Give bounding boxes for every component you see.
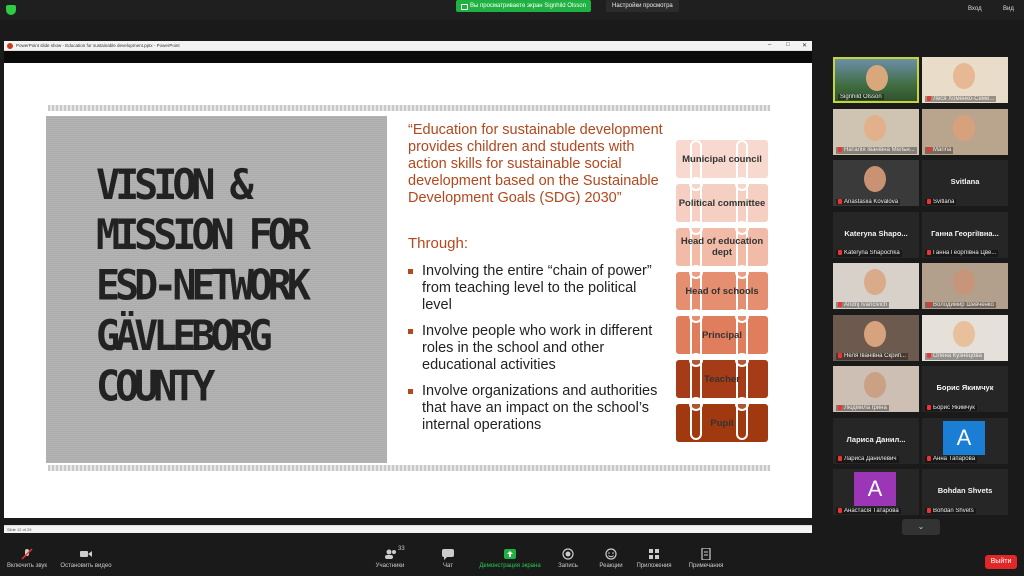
muted-mic-icon — [927, 147, 931, 152]
ladder-rung-label: Pupil — [710, 417, 734, 429]
view-options-button[interactable]: Настройки просмотра — [606, 0, 679, 12]
share-screen-label: Демонстрация экрана — [479, 563, 541, 569]
ladder-knob — [735, 353, 749, 367]
apps-icon — [648, 548, 660, 560]
participant-display-name: Лариса Данил... — [846, 434, 906, 444]
participant-tile[interactable] — [833, 366, 919, 412]
participant-face — [864, 115, 886, 141]
participant-tile[interactable] — [922, 263, 1008, 309]
participant-name-text: Anastasiia Kovalova — [844, 199, 899, 205]
avatar: A — [854, 472, 896, 506]
participant-face — [953, 115, 975, 141]
participant-name — [836, 405, 889, 411]
muted-mic-icon — [838, 405, 842, 410]
participant-name — [836, 508, 901, 514]
participant-name-text: Людмила Ірина — [844, 405, 887, 411]
title-line: VISION & — [96, 161, 249, 210]
participant-name-text: Борис Якимчук — [933, 405, 975, 411]
record-label: Запись — [558, 563, 578, 569]
unmute-button[interactable] — [4, 541, 50, 569]
ladder-knob — [735, 177, 749, 191]
title-panel — [46, 116, 387, 463]
ladder-rung-label: Head of education dept — [680, 236, 764, 258]
muted-mic-icon — [838, 250, 842, 255]
stop-video-button[interactable] — [58, 541, 114, 569]
powerpoint-title-bar — [4, 41, 812, 51]
participant-face — [864, 372, 886, 398]
participant-tile[interactable] — [922, 469, 1008, 515]
participant-name-text: Kateryna Shapochka — [844, 250, 900, 257]
participant-display-name: Ганна Георгіївна... — [931, 228, 999, 238]
participant-tile[interactable] — [833, 160, 919, 206]
muted-mic-icon — [838, 508, 842, 513]
participant-name-text: Анна Тапарова — [933, 456, 976, 463]
participant-name — [836, 147, 917, 153]
share-screen-icon — [504, 548, 516, 560]
participant-name-text: Анастасія Татарова — [844, 508, 899, 514]
participant-name — [836, 199, 900, 205]
muted-mic-icon — [927, 508, 931, 513]
participant-name — [925, 147, 953, 153]
notes-icon — [700, 548, 712, 560]
ladder-rung-label: Teacher — [704, 373, 740, 385]
through-heading: Through: — [408, 235, 469, 252]
ladder-knob — [689, 221, 703, 235]
powerpoint-status-bar — [4, 525, 812, 533]
participant-name — [925, 250, 998, 256]
notes-label: Примечания — [688, 563, 724, 569]
screen-share-banner: Вы просматриваете экран Signhild Olsson — [456, 0, 591, 12]
participant-face — [953, 63, 975, 89]
participant-name — [925, 405, 977, 411]
ladder-knob — [689, 309, 703, 323]
gallery-more-button[interactable]: ⌄ — [902, 519, 940, 535]
participant-name-text: Svitlana — [933, 199, 955, 205]
reactions-button[interactable] — [596, 541, 626, 569]
bullet-item: Involving the entire “chain of power” from teaching level to the political level — [408, 263, 670, 314]
slide-title — [96, 160, 356, 412]
participant-tile[interactable] — [922, 366, 1008, 412]
bottom-hatch-divider — [48, 465, 770, 471]
chain-of-power-ladder — [676, 140, 768, 440]
participant-display-name: Kateryna Shapo... — [844, 228, 908, 238]
participant-name-text: Marina — [933, 147, 952, 154]
participant-name-text: Signhild Olsson — [840, 94, 882, 100]
esd-quote: “Education for sustainable development provides children and students with action skills for sustainable social development based on the Sustainable Development Goals (SDG) 2030” — [408, 122, 663, 206]
slide[interactable] — [4, 63, 812, 518]
participant-face — [866, 65, 888, 91]
muted-mic-icon — [21, 548, 33, 560]
minimize-icon[interactable]: – — [768, 42, 772, 48]
stop-video-label: Остановить видео — [60, 563, 112, 569]
muted-mic-icon — [927, 250, 931, 255]
ladder-knob — [689, 397, 703, 411]
participants-button[interactable] — [370, 541, 410, 569]
chat-label: Чат — [443, 563, 453, 569]
participant-display-name: Борис Якимчук — [936, 383, 994, 392]
participant-face — [864, 321, 886, 347]
title-line: ESD-NETWORK — [96, 261, 306, 311]
participant-face — [864, 166, 886, 192]
participant-name-text: Леся Хоменко-Семе... — [933, 96, 995, 102]
participant-name-text: Володимир Шевченко — [933, 302, 994, 308]
muted-mic-icon — [927, 405, 931, 410]
notes-button[interactable] — [684, 541, 728, 569]
close-icon[interactable]: ✕ — [802, 43, 808, 49]
unmute-label: Включить звук — [6, 563, 47, 569]
participant-name — [925, 353, 984, 359]
participant-display-name: Bohdan Shvets — [937, 486, 993, 495]
muted-mic-icon — [838, 199, 842, 204]
apps-button[interactable] — [634, 541, 674, 569]
shield-icon[interactable] — [6, 5, 16, 15]
participant-tile[interactable] — [833, 315, 919, 361]
chat-button[interactable] — [436, 541, 460, 569]
ladder-knob — [735, 397, 749, 411]
video-camera-icon — [80, 548, 92, 560]
top-hatch-divider — [48, 105, 770, 111]
apps-label: Приложения — [636, 563, 672, 569]
participant-tile[interactable] — [833, 57, 919, 103]
participant-name — [836, 353, 908, 359]
participant-name — [925, 302, 996, 308]
participant-name-text: Неля Іванівна Скрип... — [844, 353, 907, 360]
ladder-rung-label: Political committee — [678, 197, 766, 209]
participant-name-text: Олена Кузнецова — [933, 353, 982, 360]
view-button[interactable]: Вид — [1003, 6, 1014, 12]
maximize-icon[interactable]: □ — [786, 42, 790, 48]
ladder-knob — [689, 177, 703, 191]
participant-name-text: Andrij Ivancivich — [844, 302, 888, 308]
bullet-list — [408, 263, 670, 443]
participant-name-text: Bohdan Shvets — [933, 508, 974, 514]
zoom-toolbar — [0, 541, 1024, 576]
bullet-item: Involve people who work in different roles in the school and other educational activities — [408, 323, 670, 374]
participants-icon — [384, 546, 405, 560]
participants-count: 33 — [398, 546, 405, 552]
participant-name — [838, 94, 884, 100]
zoom-top-bar — [0, 0, 1024, 20]
ladder-knob — [689, 265, 703, 279]
muted-mic-icon — [838, 456, 842, 461]
muted-mic-icon — [927, 302, 931, 307]
participant-name — [925, 508, 976, 514]
participant-tile[interactable] — [922, 160, 1008, 206]
participant-tile[interactable] — [922, 109, 1008, 155]
participant-face — [953, 321, 975, 347]
participant-face — [864, 269, 886, 295]
participant-name-text: Ганна Георгіївна Цве... — [933, 250, 997, 257]
participant-name — [925, 96, 996, 102]
ladder-rung-label: Head of schools — [685, 285, 759, 297]
participant-name-text: Наталія Іванівна Мельн... — [844, 147, 915, 154]
participant-tile[interactable] — [922, 57, 1008, 103]
record-icon — [562, 548, 574, 560]
slideshow-top-margin — [4, 51, 812, 63]
record-button[interactable] — [554, 541, 582, 569]
title-line: MISSION FOR — [96, 211, 306, 260]
powerpoint-logo-icon — [7, 43, 13, 49]
participant-tile[interactable] — [833, 469, 919, 515]
ladder-knob — [735, 309, 749, 323]
muted-mic-icon — [927, 456, 931, 461]
avatar: A — [943, 421, 985, 455]
sign-in-link[interactable]: Вход — [968, 6, 982, 12]
participant-tile[interactable] — [833, 109, 919, 155]
ladder-rung-label: Principal — [701, 329, 743, 341]
participant-name-text: Лариса Данилевич — [844, 456, 897, 463]
participant-face — [953, 269, 975, 295]
ladder-knob — [689, 353, 703, 367]
participant-tile[interactable] — [833, 263, 919, 309]
ladder-knob — [735, 265, 749, 279]
title-line: GÄVLEBORG — [96, 312, 268, 361]
muted-mic-icon — [927, 353, 931, 358]
ladder-rung-label: Municipal council — [682, 153, 762, 165]
muted-mic-icon — [838, 147, 842, 152]
participant-tile[interactable] — [922, 212, 1008, 258]
bullet-item: Involve organizations and authorities that have an impact on the school’s internal operations — [408, 383, 670, 434]
share-screen-button[interactable] — [474, 541, 546, 569]
reactions-label: Реакции — [599, 563, 623, 569]
participant-tile[interactable] — [833, 212, 919, 258]
participant-tile[interactable] — [922, 418, 1008, 464]
participant-tile[interactable] — [833, 418, 919, 464]
chat-icon — [442, 548, 454, 560]
smiley-icon — [605, 548, 617, 560]
participant-name — [836, 250, 902, 256]
participant-tile[interactable] — [922, 315, 1008, 361]
participant-name — [836, 456, 899, 462]
leave-button[interactable]: Выйти — [985, 555, 1017, 569]
ladder-knob — [735, 221, 749, 235]
muted-mic-icon — [838, 302, 842, 307]
muted-mic-icon — [838, 353, 842, 358]
participant-display-name: Svitlana — [950, 177, 980, 186]
muted-mic-icon — [927, 199, 931, 204]
title-line: COUNTY — [96, 362, 211, 411]
participants-label: Участники — [375, 563, 405, 569]
participant-name — [836, 302, 889, 308]
muted-mic-icon — [927, 96, 931, 101]
window-title: PowerPoint slide show - Education for sustainable development.pptx - PowerPoint — [16, 43, 180, 48]
slide-counter: Slide 12 of 29 — [7, 527, 32, 532]
participant-name — [925, 456, 977, 462]
participant-name — [925, 199, 956, 205]
